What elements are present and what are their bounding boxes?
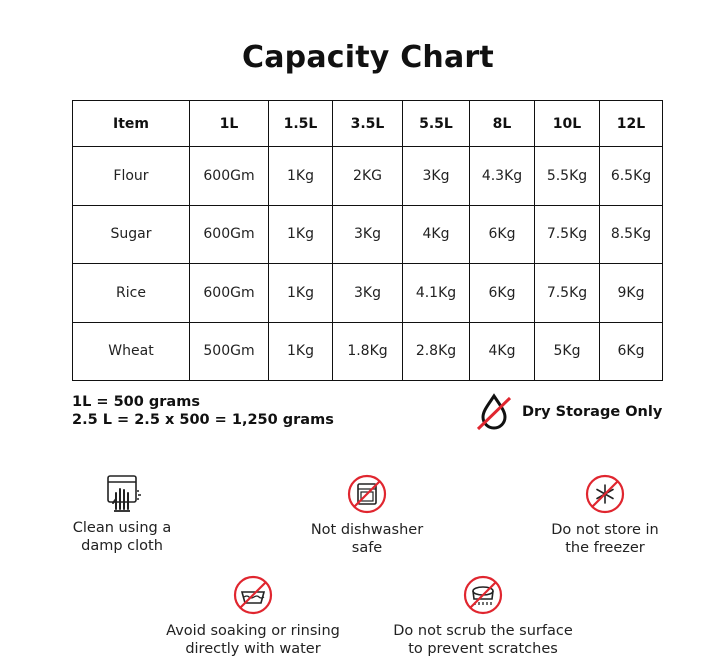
table-row xyxy=(73,205,663,264)
care-label: Not dishwasher xyxy=(310,522,424,538)
no-scrub-icon xyxy=(462,574,504,616)
header-5-5l: 5.5L xyxy=(403,101,470,147)
table-cell: 9Kg xyxy=(600,264,663,323)
table-cell: Rice xyxy=(73,264,190,323)
table-cell: 4.3Kg xyxy=(470,147,535,206)
table-row xyxy=(73,147,663,206)
table-cell: Flour xyxy=(73,147,190,206)
care-label: Clean using a xyxy=(72,520,172,536)
table-cell: 1.8Kg xyxy=(333,322,403,381)
care-item-clean xyxy=(52,473,192,555)
header-item: Item xyxy=(73,101,190,147)
header-1l: 1L xyxy=(190,101,269,147)
table-row xyxy=(73,264,663,323)
table-cell: 3Kg xyxy=(403,147,470,206)
no-freezer-icon xyxy=(584,473,626,515)
table-cell: 7.5Kg xyxy=(535,205,600,264)
table-cell: 5Kg xyxy=(535,322,600,381)
table-cell: Sugar xyxy=(73,205,190,264)
care-item-dishwasher xyxy=(290,473,444,557)
table-cell: 5.5Kg xyxy=(535,147,600,206)
page-title: Capacity Chart xyxy=(242,40,494,75)
hand-wipe-cloth-icon xyxy=(100,473,144,513)
table-cell: 3Kg xyxy=(333,264,403,323)
table-cell: 6Kg xyxy=(600,322,663,381)
header-10l: 10L xyxy=(535,101,600,147)
care-item-scrub xyxy=(374,574,592,658)
table-row xyxy=(73,322,663,381)
table-cell: 8.5Kg xyxy=(600,205,663,264)
table-cell: 2KG xyxy=(333,147,403,206)
no-soaking-icon xyxy=(232,574,274,616)
header-8l: 8L xyxy=(470,101,535,147)
table-cell: 4Kg xyxy=(470,322,535,381)
care-item-soaking xyxy=(148,574,358,658)
no-water-drop-icon xyxy=(474,392,514,432)
conversion-formula xyxy=(72,393,334,429)
care-label: Avoid soaking or rinsing xyxy=(166,623,340,639)
care-label: Do not scrub the surface xyxy=(393,623,573,639)
table-cell: Wheat xyxy=(73,322,190,381)
dry-storage-label: Dry Storage Only xyxy=(522,404,663,420)
table-cell: 600Gm xyxy=(190,264,269,323)
care-label: safe xyxy=(351,540,383,556)
table-cell: 1Kg xyxy=(269,205,333,264)
table-cell: 500Gm xyxy=(190,322,269,381)
table-cell: 6Kg xyxy=(470,205,535,264)
care-item-freezer xyxy=(524,473,686,557)
table-cell: 3Kg xyxy=(333,205,403,264)
table-cell: 2.8Kg xyxy=(403,322,470,381)
dry-storage-badge xyxy=(474,392,662,432)
table-cell: 4.1Kg xyxy=(403,264,470,323)
header-12l: 12L xyxy=(600,101,663,147)
table-header-row xyxy=(73,101,663,147)
table-cell: 7.5Kg xyxy=(535,264,600,323)
table-cell: 1Kg xyxy=(269,264,333,323)
table-cell: 1Kg xyxy=(269,147,333,206)
table-cell: 600Gm xyxy=(190,205,269,264)
header-1-5l: 1.5L xyxy=(269,101,333,147)
table-cell: 4Kg xyxy=(403,205,470,264)
care-label: Do not store in xyxy=(551,522,659,538)
no-dishwasher-icon xyxy=(346,473,388,515)
table-cell: 600Gm xyxy=(190,147,269,206)
care-label: directly with water xyxy=(185,641,321,657)
care-label: the freezer xyxy=(565,540,645,556)
table-cell: 1Kg xyxy=(269,322,333,381)
care-label: to prevent scratches xyxy=(408,641,558,657)
table-cell: 6.5Kg xyxy=(600,147,663,206)
formula-line-2: 2.5 L = 2.5 x 500 = 1,250 grams xyxy=(72,412,334,428)
formula-line-1: 1L = 500 grams xyxy=(72,394,200,410)
table-cell: 6Kg xyxy=(470,264,535,323)
header-3-5l: 3.5L xyxy=(333,101,403,147)
care-label: damp cloth xyxy=(81,538,163,554)
capacity-table xyxy=(72,100,663,381)
